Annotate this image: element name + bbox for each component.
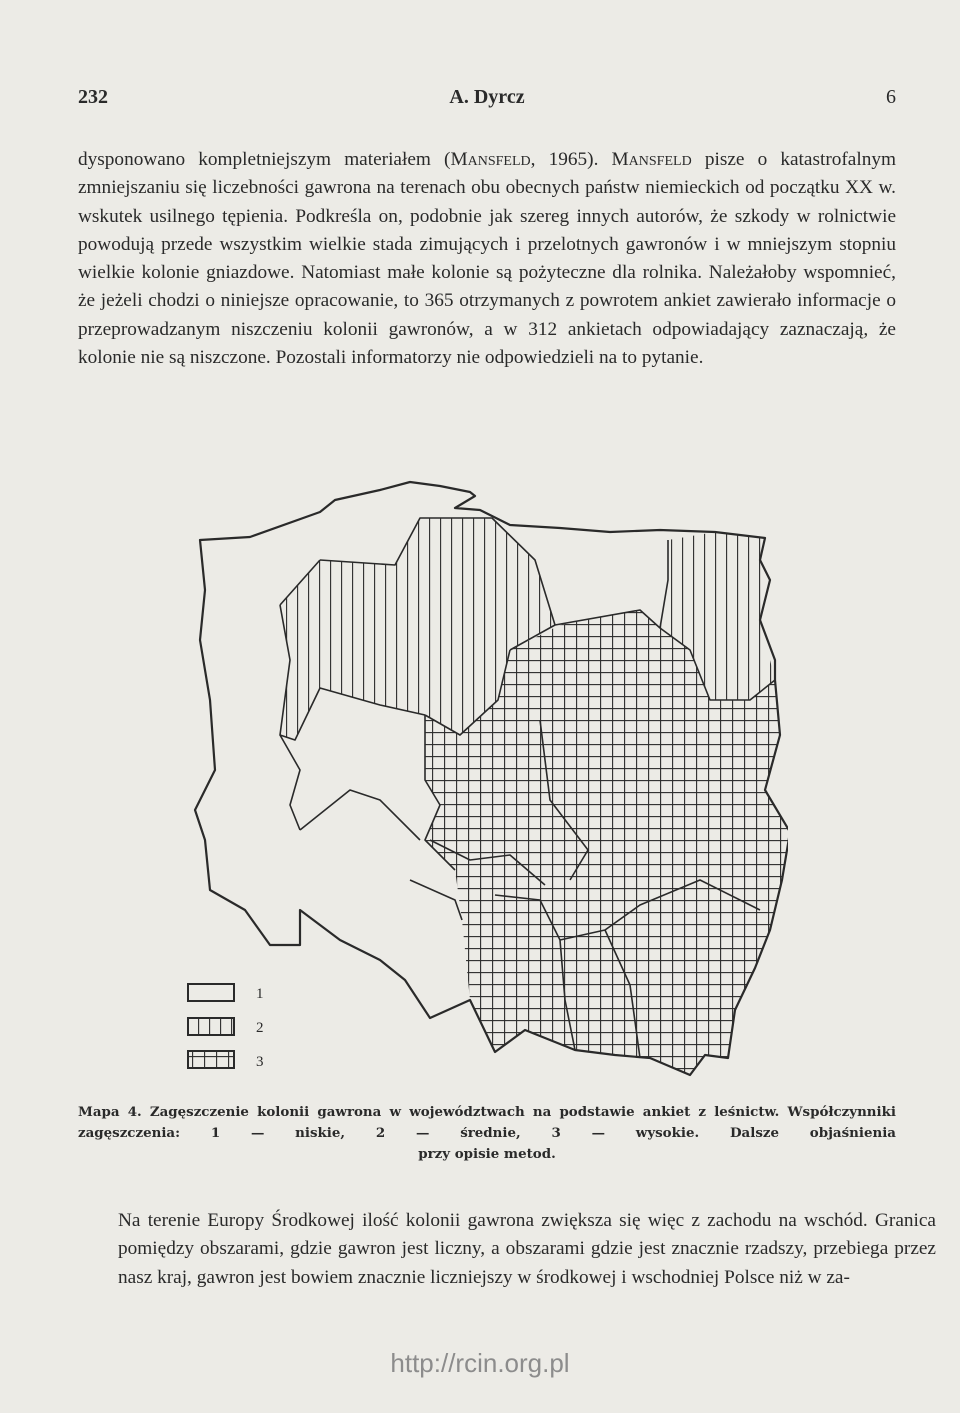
figure-caption [78,1102,896,1165]
citation-mansfeld-2: Mansfeld [611,149,692,170]
page-number: 232 [78,86,108,108]
legend-label-3: 3 [256,1054,264,1070]
legend-swatch-1 [188,984,234,1001]
poland-density-map [178,478,788,1088]
source-url: http://rcin.org.pl [390,1348,570,1378]
citation-mansfeld-1: Mansfeld [450,149,531,170]
paragraph-2: Na terenie Europy Środkowej ilość kolonii gawrona zwiększa się więc z zachodu na wschód. Granica pomiędzy obszarami, gdzie gawron jest liczny, a obszarami gdzie jest znacznie rzadszy, przebiega przez nasz kraj, gawron jest bowiem znacznie liczniejszy w środkowej i wschodniej Polsce niż w za- [118,1210,936,1288]
legend-swatch-3 [188,1051,234,1068]
section-number: 6 [886,86,896,108]
legend-label-2: 2 [256,1020,264,1036]
legend-label-1: 1 [256,986,264,1002]
running-header [78,86,896,116]
caption-last-line: przy opisie metod. [418,1146,556,1162]
legend-swatch-2 [188,1018,234,1035]
paragraph-1-text-c: pisze o katastrofalnym zmniejszaniu się liczebności gawrona na terenach obu obecnych państw niemieckich od początku XX w. wskutek usilnego tępienia. Podkreśla on, podobnie jak szereg innych autorów, że szkody w rolnictwie powodują przede wszystkim wielkie stada zimujących i przelotnych gawronów i w mniejszym stopniu wielkie kolonie gniazdowe. Natomiast małe kolonie są pożyteczne dla rolnika. Należałoby wspomnieć, że jeżeli chodzi o niniejsze opracowanie, to 365 otrzymanych z powrotem ankiet zawierało informacje o przeprowadzanym niszczeniu kolonii gawronów, a w 312 ankietach odpowiadający zaznaczają, że kolonie nie są niszczone. Pozostali informatorzy nie odpowiedzieli na to pytanie. [78,149,897,369]
paragraph-1-text-b: , 1965). [530,149,612,170]
map-legend [188,984,264,1070]
paragraph-1 [78,146,896,372]
running-title-author: A. Dyrcz [449,86,525,108]
caption-main: Mapa 4. Zagęszczenie kolonii gawrona w województwach na podstawie ankiet z leśnictw. Współczynniki zagęszczenia: 1 — niskie, 2 — średnie, 3 — wysokie. Dalsze objaśnienia [78,1104,896,1141]
paragraph-1-text-a: dysponowano kompletniejszym materiałem ( [78,149,451,170]
